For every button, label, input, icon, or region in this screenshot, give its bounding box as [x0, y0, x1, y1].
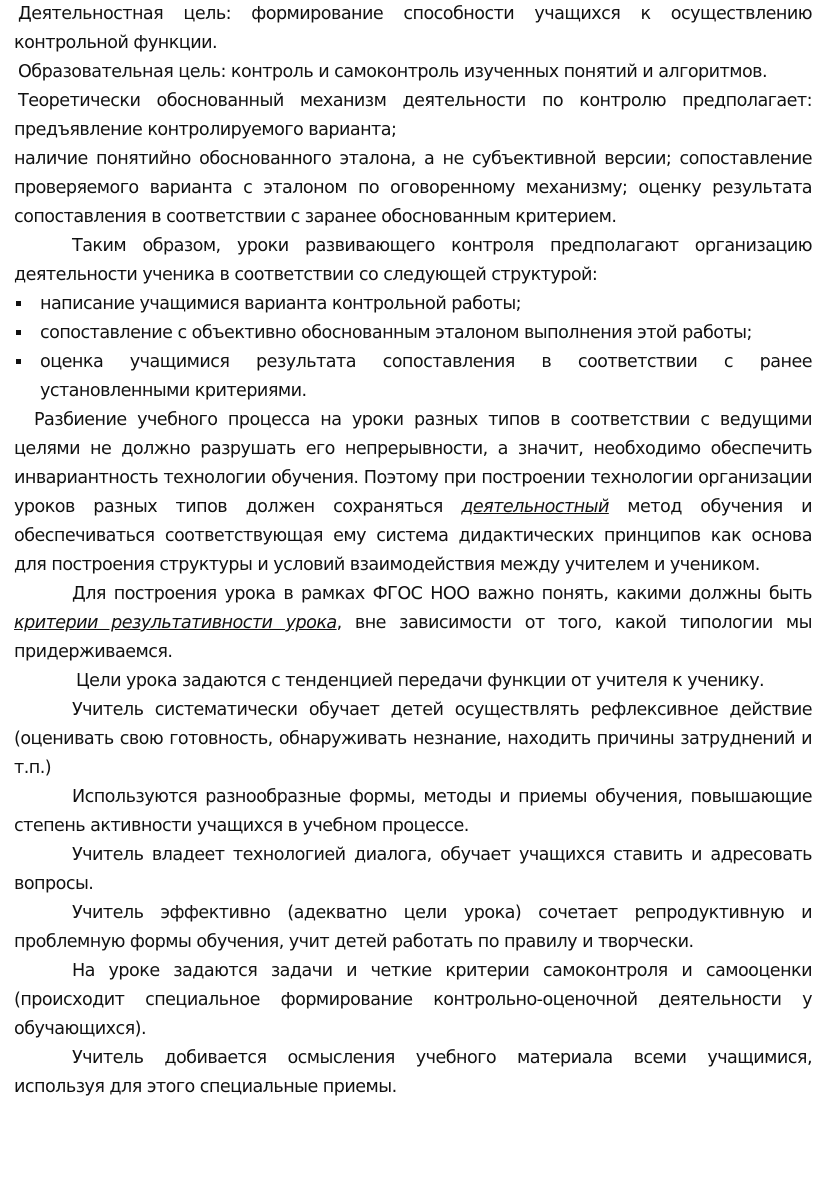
list-item: [14, 290, 812, 319]
emphasized-term: деятельностный: [461, 497, 609, 517]
paragraph-criterion-dialogue: Учитель владеет технологией диалога, обучает учащихся ставить и адресовать вопросы.: [14, 845, 812, 894]
paragraph-criterion-comprehension: Учитель добивается осмысления учебного материала всеми учащимися, используя для этого специальные приемы.: [14, 1048, 812, 1097]
paragraph-criterion-reflection: Учитель систематически обучает детей осуществлять рефлексивное действие (оценивать свою готовность, обнаруживать незнание, находить причины затруднений и т.п.): [14, 700, 812, 778]
paragraph-text: , вне зависимости от того, какой типологии мы придерживаемся.: [14, 613, 812, 662]
paragraph-control-mechanism-intro: Теоретически обоснованный механизм деятельности по контролю предполагает: предъявление контролируемого варианта;: [14, 91, 812, 140]
paragraph-criterion-goals: Цели урока задаются с тенденцией передачи функции от учителя к ученику.: [76, 671, 765, 691]
square-bullet-icon: [16, 330, 21, 335]
paragraph-educational-goal: Образовательная цель: контроль и самоконтроль изученных понятий и алгоритмов.: [18, 62, 768, 82]
paragraph-text: метод обучения и обеспечиваться соответствующая ему система дидактических принципов как основа для построения структуры и условий взаимодействия между учителем и учеником.: [14, 497, 812, 575]
list-item: [14, 348, 812, 406]
list-item-text: сопоставление с объективно обоснованным эталоном выполнения этой работы;: [40, 323, 752, 343]
paragraph-criterion-selfcontrol: На уроке задаются задачи и четкие критерии самоконтроля и самооценки (происходит специальное формирование контрольно-оценочной деятельности у обучающихся).: [14, 961, 812, 1039]
paragraph-lesson-criteria: [14, 580, 812, 667]
paragraph-control-mechanism-details: наличие понятийно обоснованного эталона, а не субъективной версии; сопоставление проверяемого варианта с эталоном по оговоренному механизму; оценку результата сопоставления в соответствии с заранее обоснованным критерием.: [14, 149, 812, 227]
square-bullet-icon: [16, 301, 21, 306]
list-item-text: оценка учащимися результата сопоставления в соответствии с ранее установленными критериями.: [40, 352, 812, 401]
emphasized-term: критерии результативности урока: [14, 613, 337, 633]
square-bullet-icon: [16, 359, 21, 364]
paragraph-activity-goal: Деятельностная цель: формирование способности учащихся к осуществлению контрольной функции.: [14, 4, 812, 53]
paragraph-criterion-methods: Используются разнообразные формы, методы и приемы обучения, повышающие степень активности учащихся в учебном процессе.: [14, 787, 812, 836]
document-page: [14, 0, 812, 1102]
paragraph-text: Разбиение учебного процесса на уроки разных типов в соответствии с ведущими целями не должно разрушать его непрерывности, а значит, необходимо обеспечить инвариантность технологии обучения. Поэтому при построении технологии организации уроков разных типов должен сохраняться: [14, 410, 812, 517]
list-item-text: написание учащимися варианта контрольной работы;: [40, 294, 522, 314]
structure-bullet-list: [14, 290, 812, 406]
paragraph-criterion-forms: Учитель эффективно (адекватно цели урока) сочетает репродуктивную и проблемную формы обучения, учит детей работать по правилу и творчески.: [14, 903, 812, 952]
paragraph-lesson-structure-intro: Таким образом, уроки развивающего контроля предполагают организацию деятельности ученика в соответствии со следующей структурой:: [14, 236, 812, 285]
paragraph-process-division: [14, 406, 812, 580]
paragraph-text: Для построения урока в рамках ФГОС НОО важно понять, какими должны быть: [72, 584, 812, 604]
list-item: [14, 319, 812, 348]
